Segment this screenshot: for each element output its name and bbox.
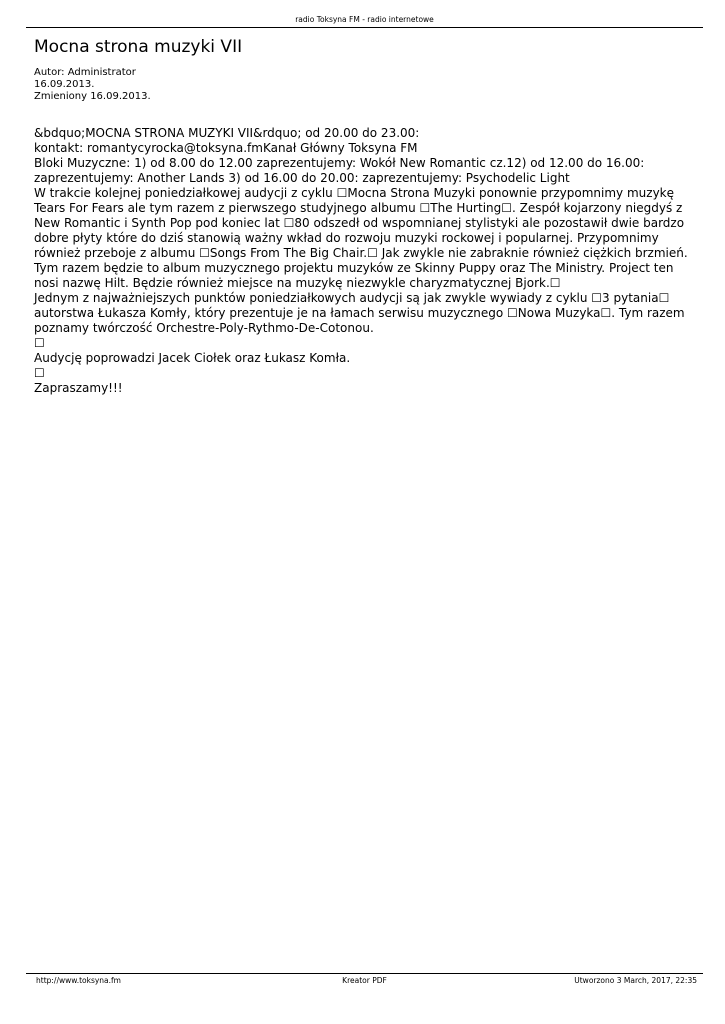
article-body bbox=[34, 126, 698, 396]
invitation-line: Zapraszamy!!! bbox=[34, 381, 123, 395]
page-footer bbox=[26, 973, 703, 986]
article-date: 16.09.2013. bbox=[34, 79, 95, 90]
interviews-paragraph: Jednym z najważniejszych punktów poniedziałkowych audycji są jak zwykle wywiady z cyklu ☐3 pytania☐ autorstwa Łukasza Komły, który prezentuje je na łamach serwisu muzycznego ☐Nowa Muzyka☐. Tym razem poznamy twórczość Orchestre-Poly-Rythmo-De-Cotonou. bbox=[34, 291, 685, 335]
page-header bbox=[26, 13, 703, 28]
article-title: Mocna strona muzyki VII bbox=[34, 37, 243, 57]
article-modified: Zmieniony 16.09.2013. bbox=[34, 91, 151, 102]
footer-created-date: Utworzono 3 March, 2017, 22:35 bbox=[574, 976, 697, 985]
footer-generator: Kreator PDF bbox=[342, 976, 387, 985]
article-meta bbox=[34, 67, 151, 103]
article-author: Autor: Administrator bbox=[34, 67, 136, 78]
site-title: radio Toksyna FM - radio internetowe bbox=[295, 15, 434, 24]
placeholder-glyph-line: ☐ bbox=[34, 366, 45, 380]
hosts-paragraph: Audycję poprowadzi Jacek Ciołek oraz Łukasz Komła. bbox=[34, 351, 351, 365]
program-title-line: &bdquo;MOCNA STRONA MUZYKI VII&rdquo; od 20.00 do 23.00: bbox=[34, 126, 420, 140]
footer-url: http://www.toksyna.fm bbox=[36, 976, 121, 985]
placeholder-glyph-line: ☐ bbox=[34, 336, 45, 350]
music-blocks-paragraph: Bloki Muzyczne: 1) od 8.00 do 12.00 zaprezentujemy: Wokół New Romantic cz.12) od 12.00 do 16.00: zaprezentujemy: Another Lands 3) od 16.00 do 20.00: zaprezentujemy: Psychodelic Light bbox=[34, 156, 645, 185]
contact-line: kontakt: romantycyrocka@toksyna.fmKanał Główny Toksyna FM bbox=[34, 141, 418, 155]
description-paragraph: W trakcie kolejnej poniedziałkowej audycji z cyklu ☐Mocna Strona Muzyki ponownie przypomnimy muzykę Tears For Fears ale tym razem z pierwszego studyjnego albumu ☐The Hurting☐. Zespół kojarzony niegdyś z New Romantic i Synth Pop pod koniec lat ☐80 odszedł od wspomnianej stylistyki ale pozostawił dwie bardzo dobre płyty które do dziś stanowią ważny wkład do rozwoju muzyki rockowej i popularnej. Przypomnimy również przeboje z albumu ☐Songs From The Big Chair.☐ Jak zwykle nie zabraknie również ciężkich brzmień. Tym razem będzie to album muzycznego projektu muzyków ze Skinny Puppy oraz The Ministry. Project ten nosi nazwę Hilt. Będzie również miejsce na muzykę niezwykle charyzmatycznej Bjork.☐ bbox=[34, 186, 688, 290]
